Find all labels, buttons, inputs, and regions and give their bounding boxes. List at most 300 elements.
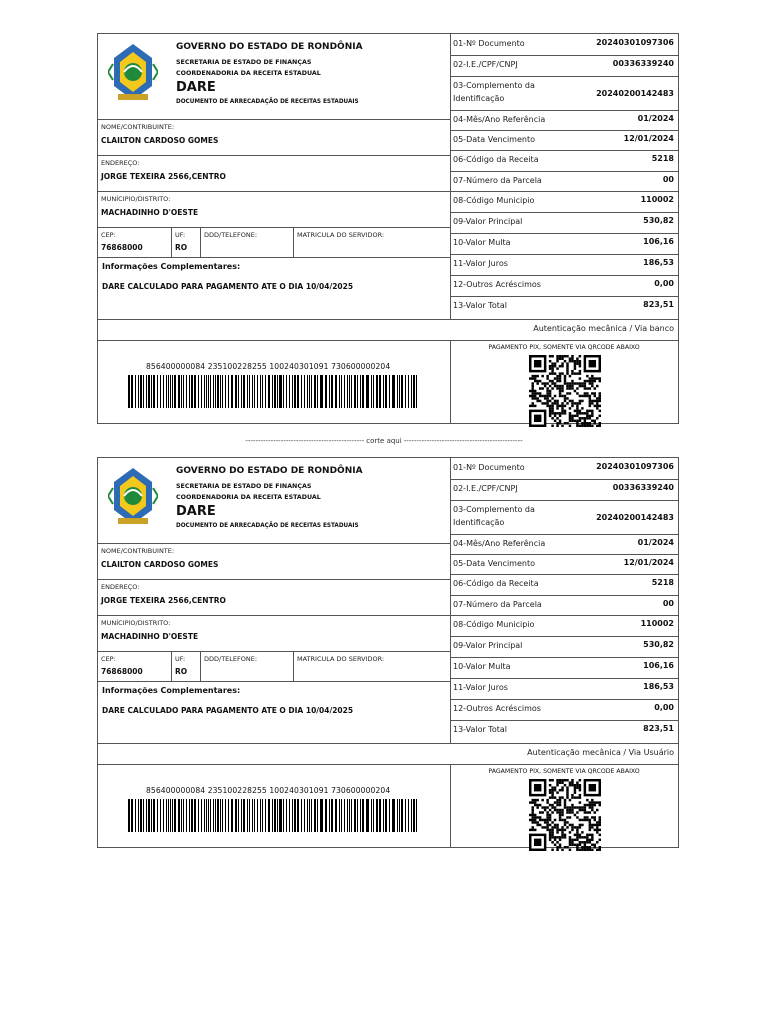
barcode-bar bbox=[331, 375, 332, 408]
qr-module bbox=[591, 392, 593, 394]
qr-module bbox=[551, 382, 553, 384]
qr-module bbox=[559, 819, 561, 821]
qr-module bbox=[569, 784, 571, 786]
qr-module bbox=[534, 405, 536, 407]
qr-module bbox=[531, 405, 533, 407]
qr-module bbox=[571, 806, 573, 808]
barcode-bar bbox=[279, 799, 281, 832]
qr-module bbox=[561, 786, 563, 788]
qr-module bbox=[546, 382, 548, 384]
barcode-bar bbox=[320, 375, 321, 408]
qr-module bbox=[586, 819, 588, 821]
qr-module bbox=[566, 397, 568, 399]
qr-module bbox=[541, 382, 543, 384]
field-value: 186,53 bbox=[643, 258, 674, 267]
field-label: 05-Data Vencimento bbox=[453, 559, 535, 568]
qr-module bbox=[569, 417, 571, 419]
qr-module bbox=[551, 370, 553, 372]
qr-module bbox=[594, 395, 596, 397]
qr-module bbox=[551, 794, 553, 796]
field-label: 11-Valor Juros bbox=[453, 683, 508, 692]
qr-module bbox=[551, 362, 553, 364]
qr-module bbox=[579, 801, 581, 803]
qr-module bbox=[541, 799, 543, 801]
qr-module bbox=[564, 377, 566, 379]
qr-module bbox=[566, 779, 568, 781]
cep-row bbox=[98, 651, 450, 682]
qr-module bbox=[589, 382, 591, 384]
qr-module bbox=[579, 849, 581, 851]
qr-module bbox=[536, 821, 538, 823]
field-label: 06-Código da Receita bbox=[453, 155, 539, 164]
barcode-bar bbox=[140, 375, 142, 408]
barcode-bar bbox=[265, 375, 266, 408]
barcode-bar bbox=[262, 375, 263, 408]
secretaria-title bbox=[176, 57, 321, 79]
barcode-bar bbox=[235, 799, 236, 832]
qr-module bbox=[579, 834, 581, 836]
qr-module bbox=[589, 400, 591, 402]
qr-module bbox=[554, 806, 556, 808]
barcode-bar bbox=[274, 799, 275, 832]
barcode-bar bbox=[347, 799, 348, 832]
qr-module bbox=[566, 365, 568, 367]
qr-module bbox=[556, 400, 558, 402]
qr-module bbox=[576, 360, 578, 362]
qr-module bbox=[549, 400, 551, 402]
qr-module bbox=[551, 367, 553, 369]
field-value: 823,51 bbox=[643, 300, 674, 309]
qr-module bbox=[559, 816, 561, 818]
barcode-bar bbox=[260, 799, 261, 832]
qr-module bbox=[551, 831, 553, 833]
barcode-bar bbox=[362, 375, 363, 408]
qr-module bbox=[551, 372, 553, 374]
qr-module bbox=[556, 846, 558, 848]
barcode-bar bbox=[411, 799, 412, 832]
field-value: 110002 bbox=[640, 195, 674, 204]
qr-module bbox=[534, 397, 536, 399]
qr-module bbox=[566, 367, 568, 369]
field-value: 5218 bbox=[651, 154, 674, 163]
qr-module bbox=[576, 382, 578, 384]
qr-module bbox=[549, 392, 551, 394]
qr-module bbox=[574, 814, 576, 816]
document-description: DOCUMENTO DE ARRECADAÇÃO DE RECEITAS ESTADUAIS bbox=[176, 523, 359, 529]
qr-module bbox=[569, 375, 571, 377]
barcode-bar bbox=[247, 799, 248, 832]
field-row bbox=[450, 150, 678, 172]
qr-module bbox=[554, 362, 556, 364]
qr-module bbox=[531, 375, 533, 377]
qr-module bbox=[589, 826, 591, 828]
barcode-bar bbox=[257, 799, 258, 832]
qr-module bbox=[579, 809, 581, 811]
barcode-bar bbox=[204, 375, 205, 408]
qr-module bbox=[594, 811, 596, 813]
qr-module bbox=[574, 362, 576, 364]
qr-module bbox=[531, 809, 533, 811]
qr-module bbox=[561, 831, 563, 833]
qr-module bbox=[574, 360, 576, 362]
field-row bbox=[450, 233, 678, 255]
qr-module bbox=[549, 819, 551, 821]
barcode-bar bbox=[181, 799, 182, 832]
qr-module bbox=[584, 392, 586, 394]
qr-module bbox=[591, 410, 593, 412]
field-label: 12-Outros Acréscimos bbox=[453, 704, 541, 713]
barcode-bar bbox=[325, 375, 326, 408]
qr-module bbox=[554, 412, 556, 414]
barcode-bar bbox=[131, 375, 133, 408]
qr-module bbox=[551, 397, 553, 399]
qr-module bbox=[589, 824, 591, 826]
qr-module bbox=[586, 849, 588, 851]
barcode-bar bbox=[304, 375, 305, 408]
qr-module bbox=[574, 415, 576, 417]
qr-module bbox=[594, 816, 596, 818]
barcode-bar bbox=[376, 799, 378, 832]
qr-module bbox=[586, 410, 588, 412]
qr-module bbox=[599, 846, 601, 848]
qr-module bbox=[556, 841, 558, 843]
barcode-bar bbox=[411, 375, 412, 408]
qr-module bbox=[576, 425, 578, 427]
qr-module bbox=[554, 395, 556, 397]
qr-module bbox=[596, 826, 598, 828]
qr-module bbox=[529, 405, 531, 407]
qr-module bbox=[586, 811, 588, 813]
field-label: 07-Número da Parcela bbox=[453, 176, 542, 185]
qr-module bbox=[581, 836, 583, 838]
qr-module bbox=[536, 804, 538, 806]
qr-module bbox=[576, 849, 578, 851]
qr-module bbox=[566, 422, 568, 424]
qr-module bbox=[591, 382, 593, 384]
pix-qrcode bbox=[529, 779, 601, 851]
qr-module bbox=[559, 846, 561, 848]
barcode-bar bbox=[416, 799, 417, 832]
qr-module bbox=[591, 425, 593, 427]
document-description: DOCUMENTO DE ARRECADAÇÃO DE RECEITAS ESTADUAIS bbox=[176, 99, 359, 105]
barcode-bar bbox=[231, 375, 233, 408]
qr-module bbox=[584, 836, 586, 838]
barcode-bar bbox=[268, 799, 269, 832]
qr-module bbox=[589, 405, 591, 407]
qr-module bbox=[554, 400, 556, 402]
barcode-bar bbox=[408, 375, 409, 408]
barcode-bar bbox=[220, 799, 221, 832]
qr-module bbox=[579, 395, 581, 397]
qr-module bbox=[561, 809, 563, 811]
qr-module bbox=[599, 819, 601, 821]
cep-value: 76868000 bbox=[101, 667, 143, 676]
barcode-bar bbox=[213, 375, 214, 408]
qr-module bbox=[564, 821, 566, 823]
qr-module bbox=[566, 806, 568, 808]
qr-module bbox=[556, 367, 558, 369]
barcode-bar bbox=[170, 799, 171, 832]
pix-label: PAGAMENTO PIX, SOMENTE VIA QRCODE ABAIXO bbox=[488, 344, 640, 351]
barcode-bar bbox=[252, 375, 253, 408]
qr-module bbox=[576, 786, 578, 788]
qr-module bbox=[576, 357, 578, 359]
qr-module bbox=[544, 395, 546, 397]
qr-module bbox=[566, 786, 568, 788]
qr-module bbox=[591, 839, 593, 841]
qr-module bbox=[576, 415, 578, 417]
qr-module bbox=[579, 420, 581, 422]
qr-module bbox=[589, 804, 591, 806]
barcode-bar bbox=[405, 375, 406, 408]
qr-module bbox=[561, 834, 563, 836]
barcode-bar bbox=[389, 799, 390, 832]
field-label: 08-Código Municipio bbox=[453, 620, 535, 629]
pix-label: PAGAMENTO PIX, SOMENTE VIA QRCODE ABAIXO bbox=[488, 768, 640, 775]
qr-module bbox=[566, 811, 568, 813]
qr-module bbox=[564, 806, 566, 808]
barcode-bar bbox=[336, 375, 337, 408]
barcode-bar bbox=[317, 375, 318, 408]
field-label: 13-Valor Total bbox=[453, 301, 507, 310]
barcode-bar bbox=[294, 375, 296, 408]
qr-module bbox=[544, 382, 546, 384]
qr-module bbox=[551, 821, 553, 823]
qr-module bbox=[554, 796, 556, 798]
qr-module bbox=[561, 402, 563, 404]
qr-module bbox=[554, 844, 556, 846]
qr-module bbox=[579, 377, 581, 379]
barcode-bar bbox=[347, 375, 348, 408]
field-value: 20240200142483 bbox=[596, 513, 674, 522]
qr-module bbox=[556, 387, 558, 389]
field-label: 07-Número da Parcela bbox=[453, 600, 542, 609]
qr-module bbox=[539, 824, 541, 826]
barcode-bar bbox=[367, 375, 368, 408]
qr-module bbox=[549, 412, 551, 414]
qr-module bbox=[589, 849, 591, 851]
qr-module bbox=[546, 806, 548, 808]
qr-module bbox=[561, 412, 563, 414]
barcode-bar bbox=[413, 375, 414, 408]
qr-module bbox=[579, 372, 581, 374]
qr-module bbox=[559, 809, 561, 811]
qr-module bbox=[579, 824, 581, 826]
qr-module bbox=[559, 811, 561, 813]
barcode-bar bbox=[371, 799, 372, 832]
qr-module bbox=[549, 791, 551, 793]
divider bbox=[171, 227, 172, 257]
field-value: MACHADINHO D'OESTE bbox=[101, 208, 199, 217]
qr-module bbox=[551, 806, 553, 808]
telefone-label: DDD/TELEFONE: bbox=[204, 655, 258, 663]
qr-module bbox=[546, 387, 548, 389]
qr-module bbox=[566, 387, 568, 389]
barcode-bar bbox=[341, 375, 342, 408]
qr-module bbox=[546, 801, 548, 803]
qr-module bbox=[571, 811, 573, 813]
field-row bbox=[450, 500, 678, 535]
field-value: 20240301097306 bbox=[596, 38, 674, 47]
qr-module bbox=[539, 804, 541, 806]
qr-module bbox=[591, 375, 593, 377]
qr-module bbox=[591, 849, 593, 851]
field-label: 10-Valor Multa bbox=[453, 238, 511, 247]
barcode-bar bbox=[286, 799, 287, 832]
barcode-bar bbox=[307, 375, 308, 408]
barcode-bar bbox=[311, 799, 312, 832]
qr-module bbox=[591, 799, 593, 801]
qr-module bbox=[581, 395, 583, 397]
qr-module bbox=[571, 804, 573, 806]
left-column bbox=[98, 34, 451, 319]
barcode-bar bbox=[215, 375, 216, 408]
qr-module bbox=[584, 849, 586, 851]
qr-module bbox=[571, 781, 573, 783]
barcode-bar bbox=[393, 375, 394, 408]
qr-module bbox=[569, 799, 571, 801]
barcode-bar bbox=[272, 799, 273, 832]
qr-module bbox=[589, 834, 591, 836]
qr-module bbox=[566, 392, 568, 394]
barcode-bar bbox=[366, 799, 367, 832]
qr-module bbox=[579, 836, 581, 838]
field-label: 09-Valor Principal bbox=[453, 641, 523, 650]
qr-module bbox=[576, 816, 578, 818]
qr-module bbox=[586, 836, 588, 838]
qr-module bbox=[556, 355, 558, 357]
qr-module bbox=[541, 402, 543, 404]
barcode-bar bbox=[189, 375, 190, 408]
qr-module bbox=[599, 380, 601, 382]
field-label: 03-Complemento da Identificação bbox=[453, 505, 535, 527]
qr-module bbox=[596, 377, 598, 379]
barcode-bar bbox=[268, 375, 269, 408]
qr-module bbox=[556, 380, 558, 382]
qr-module bbox=[561, 836, 563, 838]
authentication-text: Autenticação mecânica / Via Usuário bbox=[527, 748, 674, 757]
qr-module bbox=[571, 841, 573, 843]
qr-module bbox=[584, 811, 586, 813]
field-label: MUNÍCIPIO/DISTRITO: bbox=[101, 619, 171, 627]
qr-module bbox=[571, 380, 573, 382]
qr-module bbox=[571, 417, 573, 419]
qr-module bbox=[546, 826, 548, 828]
qr-module bbox=[534, 829, 536, 831]
info-text: DARE CALCULADO PARA PAGAMENTO ATE O DIA 10/04/2025 bbox=[102, 282, 354, 291]
field-row bbox=[450, 458, 678, 480]
government-title: GOVERNO DO ESTADO DE RONDÔNIA bbox=[176, 466, 363, 476]
qr-module bbox=[541, 395, 543, 397]
qr-module bbox=[564, 834, 566, 836]
qr-module bbox=[596, 809, 598, 811]
qr-module bbox=[579, 365, 581, 367]
qr-module bbox=[546, 395, 548, 397]
qr-module bbox=[579, 425, 581, 427]
qr-module bbox=[551, 355, 553, 357]
municipio-field bbox=[98, 615, 450, 652]
qr-module bbox=[551, 804, 553, 806]
qr-module bbox=[559, 415, 561, 417]
barcode-bar bbox=[135, 375, 136, 408]
qr-module bbox=[569, 407, 571, 409]
qr-module bbox=[561, 390, 563, 392]
right-column bbox=[450, 458, 678, 743]
qr-module bbox=[581, 407, 583, 409]
qr-module bbox=[561, 819, 563, 821]
qr-module bbox=[556, 425, 558, 427]
uf-label: UF: bbox=[175, 655, 186, 663]
field-value: 12/01/2024 bbox=[623, 134, 674, 143]
qr-module bbox=[574, 365, 576, 367]
qr-module bbox=[594, 844, 596, 846]
qr-module bbox=[559, 829, 561, 831]
qr-module bbox=[541, 387, 543, 389]
qr-module bbox=[566, 402, 568, 404]
qr-module bbox=[586, 375, 588, 377]
qr-module bbox=[589, 395, 591, 397]
qr-module bbox=[559, 365, 561, 367]
qr-module bbox=[564, 819, 566, 821]
qr-module bbox=[549, 804, 551, 806]
qr-module bbox=[586, 412, 588, 414]
qr-module bbox=[579, 794, 581, 796]
qr-module bbox=[569, 400, 571, 402]
dare-slip-2 bbox=[97, 457, 679, 848]
qr-module bbox=[536, 375, 538, 377]
uf-value: RO bbox=[175, 243, 188, 252]
qr-module bbox=[599, 816, 601, 818]
barcode-digitable-line: 856400000084 235100228255 100240301091 730600000204 bbox=[146, 362, 391, 371]
qr-module bbox=[561, 829, 563, 831]
barcode-bar bbox=[254, 375, 255, 408]
barcode-bar bbox=[413, 799, 414, 832]
cep-row bbox=[98, 227, 450, 258]
barcode-bar bbox=[225, 799, 226, 832]
qr-module bbox=[569, 824, 571, 826]
barcode-bar bbox=[314, 799, 315, 832]
qr-module bbox=[549, 407, 551, 409]
qr-module bbox=[554, 824, 556, 826]
qr-module bbox=[534, 392, 536, 394]
barcode bbox=[128, 799, 418, 832]
qr-module bbox=[581, 809, 583, 811]
qr-module bbox=[576, 410, 578, 412]
qr-module bbox=[576, 846, 578, 848]
qr-module bbox=[599, 415, 601, 417]
qr-module bbox=[596, 402, 598, 404]
qr-module bbox=[574, 789, 576, 791]
barcode-bar bbox=[208, 375, 209, 408]
qr-module bbox=[591, 415, 593, 417]
qr-module bbox=[554, 377, 556, 379]
qr-module bbox=[581, 831, 583, 833]
barcode-bar bbox=[215, 799, 216, 832]
qr-module bbox=[596, 849, 598, 851]
qr-module bbox=[574, 390, 576, 392]
info-title: Informações Complementares: bbox=[102, 686, 241, 695]
qr-module bbox=[579, 400, 581, 402]
qr-module bbox=[551, 402, 553, 404]
authentication-text: Autenticação mecânica / Via banco bbox=[533, 324, 674, 333]
qr-module bbox=[596, 841, 598, 843]
document-title: DARE bbox=[176, 80, 216, 95]
qr-module bbox=[564, 784, 566, 786]
qr-module bbox=[544, 826, 546, 828]
secretaria-line: SECRETARIA DE ESTADO DE FINANÇAS bbox=[176, 59, 312, 66]
barcode-bar bbox=[325, 799, 326, 832]
barcode-bar bbox=[252, 799, 253, 832]
